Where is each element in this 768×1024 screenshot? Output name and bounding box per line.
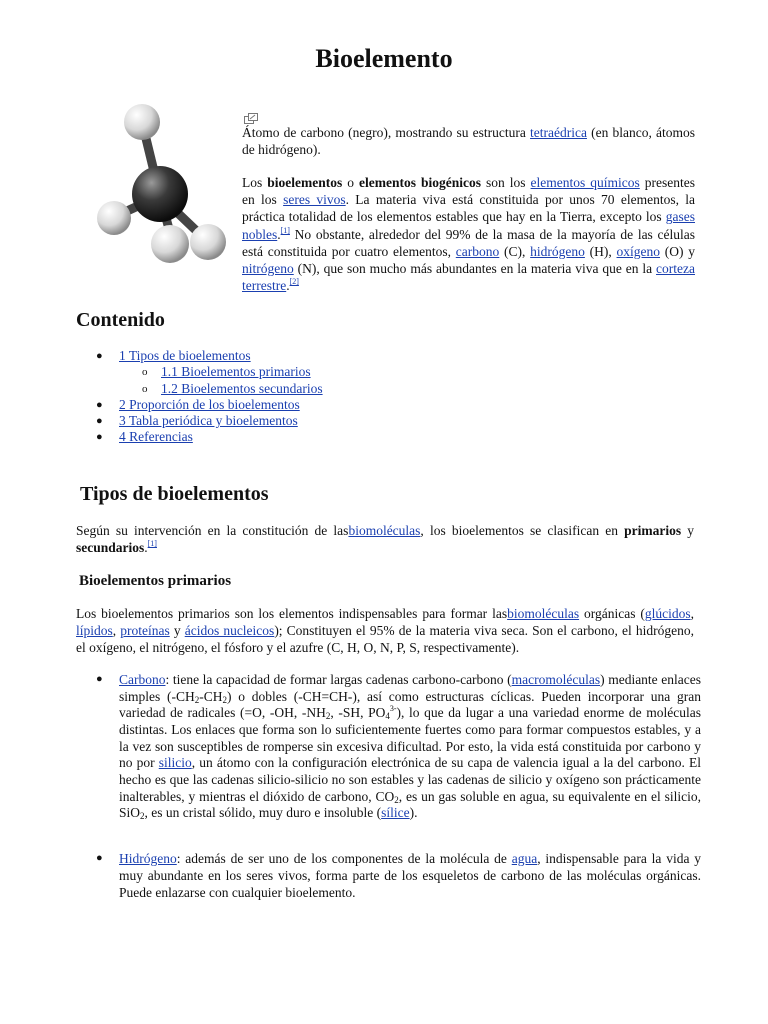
link-silicio[interactable]: silicio — [158, 755, 192, 771]
toc-link-secundarios[interactable]: 1.2 Bioelementos secundarios — [161, 380, 323, 396]
bullet-icon: ● — [96, 431, 103, 444]
hydrogen-atom-top — [124, 104, 160, 140]
image-caption: Átomo de carbono (negro), mostrando su estructura tetraédrica (en blanco, átomos de hidrógeno). — [242, 125, 695, 157]
enlarge-icon[interactable] — [244, 113, 258, 124]
hydrogen-atom-front — [151, 225, 189, 263]
toc-item — [76, 348, 676, 364]
methane-molecule-image[interactable] — [84, 92, 236, 274]
tipos-paragraph: Según su intervención en la constitución de lasbiomoléculas, los bioelementos se clasifican en primarios y secundarios.[1] — [76, 523, 694, 555]
intro-paragraph: Los bioelementos o elementos biogénicos son los elementos químicos presentes en los seres vivos. La materia viva está constituida por unos 70 elementos, la práctica totalidad de los elementos estables que hay en la Tierra, excepto los gases nobles.[1] No obstante, alrededor del 99% de la masa de la mayoría de las células está constituida por cuatro elementos, carbono (C), hidrógeno (H), oxígeno (O) y nitrógeno (N), que son mucho más abundantes en la materia viva que en la corteza terrestre.[2] — [242, 175, 696, 294]
toc-link-referencias[interactable]: 4 Referencias — [119, 429, 193, 445]
link-biomoleculas[interactable]: biomoléculas — [507, 606, 580, 621]
link-seres-vivos[interactable]: seres vivos — [283, 192, 346, 208]
circle-bullet-icon: o — [142, 382, 148, 395]
toc-link-tabla[interactable]: 3 Tabla periódica y bioelementos — [119, 413, 298, 429]
list-item-hidrogeno: Hidrógeno: además de ser uno de los componentes de la molécula de agua, indispensable para la vida y muy abundante en los seres vivos, forma parte de los esqueletos de carbono de las moléculas orgánicas. Puede enlazarse con cualquier bioelemento. — [119, 851, 701, 900]
carbon-atom — [132, 166, 188, 222]
bullet-icon: ● — [96, 673, 103, 685]
bullet-icon: ● — [96, 415, 103, 428]
page-title: Bioelemento — [315, 44, 453, 73]
ref-link-2[interactable]: [2] — [289, 277, 299, 287]
toc-link-tipos[interactable]: 1 Tipos de bioelementos — [119, 348, 251, 363]
link-hidrogeno[interactable]: hidrógeno — [530, 243, 585, 259]
link-lipidos[interactable]: lípidos — [76, 622, 113, 638]
link-carbono[interactable]: carbono — [455, 243, 500, 259]
ref-link-1[interactable]: [1] — [280, 225, 290, 235]
circle-bullet-icon: o — [142, 366, 148, 379]
list-item-carbono: Carbono: tiene la capacidad de formar largas cadenas carbono-carbono (macromoléculas) mediante enlaces simples $(-CH_2-CH_2)$ o dobles (-CH=CH-), así como estructuras cíclicas. Pueden incorporar una gran variedad de radicales (=O, -OH, $-NH_2$, -SH, $PO_4^{3-}$), lo que da lugar a una variedad enorme de moléculas distintas. Los enlaces que forma son lo suficientemente fuertes como para formar compuestos estables, y a la vez son susceptibles de romperse sin excesiva dificultad. Por esto, la vida está constituida por carbono y no por silicio, un átomo con la configuración electrónica de su capa de valencia igual a la del carbono. El hecho es que las cadenas silicio-silicio no son estables y las cadenas de silicio y oxígeno son prácticamente inalterables, y mientras el dióxido de carbono, $CO_2$, es un gas soluble en agua, su equivalente en el silicio, SiO$_2$, es un cristal sólido, muy duro e insoluble (sílice). — [119, 672, 701, 822]
link-agua[interactable]: agua — [511, 851, 538, 866]
link-gases-nobles[interactable]: gases nobles — [242, 209, 695, 242]
bullet-icon: ● — [96, 350, 103, 362]
toc-item — [76, 413, 676, 429]
ref-link-1[interactable]: [1] — [147, 539, 157, 548]
link-hidrogeno[interactable]: Hidrógeno — [119, 851, 177, 866]
hydrogen-atom-left — [97, 201, 131, 235]
toc-item — [76, 397, 676, 413]
link-corteza-terrestre[interactable]: corteza terrestre — [242, 261, 695, 294]
link-oxigeno[interactable]: oxígeno — [616, 243, 661, 259]
link-proteinas[interactable]: proteínas — [120, 622, 170, 638]
bullet-icon: ● — [96, 852, 103, 864]
link-biomoleculas[interactable]: biomoléculas — [348, 523, 421, 538]
section-heading-primarios: Bioelementos primarios — [79, 573, 232, 589]
table-of-contents — [76, 348, 676, 446]
toc-item — [76, 364, 676, 380]
link-macromoleculas[interactable]: macromoléculas — [511, 672, 601, 687]
link-tetraedrica[interactable]: tetraédrica — [530, 125, 587, 140]
primarios-paragraph: Los bioelementos primarios son los elementos indispensables para formar lasbiomoléculas orgánicas (glúcidos, lípidos, proteínas y ácidos nucleicos); Constituyen el 95% de la materia viva seca. Son el carbono, el hidrógeno, el oxígeno, el nitrógeno, el fósforo y el azufre (C, H, O, N, P, S, respectivamente). — [76, 606, 694, 655]
link-elementos-quimicos[interactable]: elementos químicos — [530, 175, 640, 190]
link-acidos-nucleicos[interactable]: ácidos nucleicos — [184, 622, 275, 638]
hydrogen-atom-right — [190, 224, 226, 260]
toc-title: Contenido — [76, 309, 165, 331]
section-heading-tipos: Tipos de bioelementos — [80, 483, 269, 505]
link-silice[interactable]: sílice — [381, 805, 410, 821]
link-glucidos[interactable]: glúcidos — [644, 606, 691, 621]
link-nitrogeno[interactable]: nitrógeno — [242, 261, 294, 277]
toc-link-primarios[interactable]: 1.1 Bioelementos primarios — [161, 364, 311, 380]
link-carbono[interactable]: Carbono — [119, 672, 166, 687]
toc-link-proporcion[interactable]: 2 Proporción de los bioelementos — [119, 396, 300, 412]
toc-item — [76, 381, 676, 397]
bullet-icon: ● — [96, 398, 103, 411]
toc-item — [76, 429, 676, 445]
